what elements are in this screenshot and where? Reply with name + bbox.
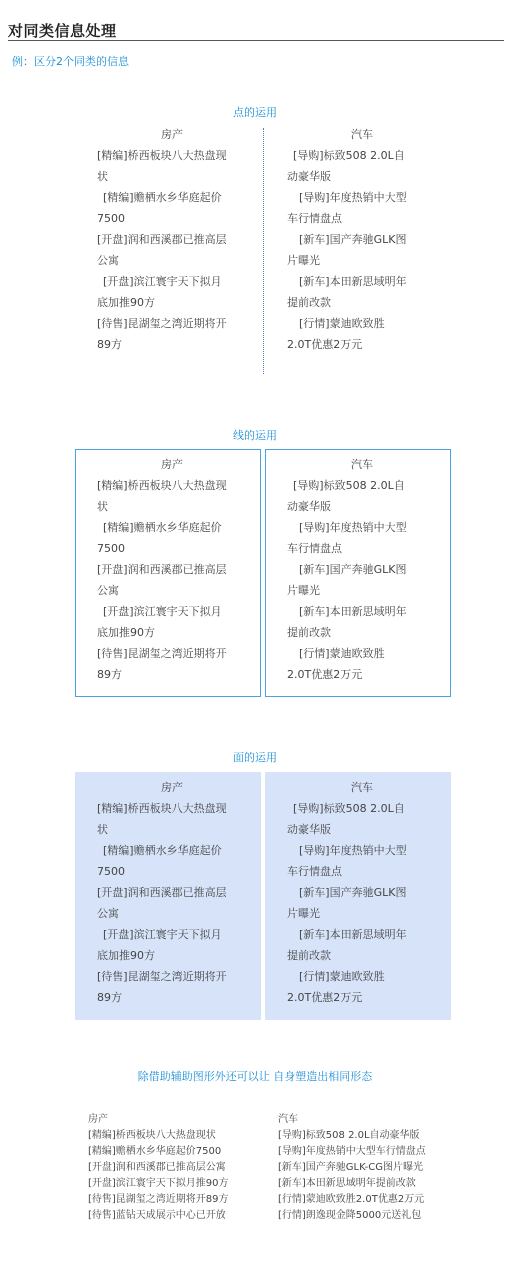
title-divider (8, 40, 504, 41)
list-item[interactable]: [导购]标致508 2.0L自动豪华版 (278, 1130, 420, 1141)
list-item-continuation[interactable]: 动豪华版 (287, 500, 331, 513)
list-item[interactable]: [精编]赡栖水乡华庭起价 (103, 521, 222, 534)
list-item[interactable]: [开盘]润和西溪郡已推高层 (97, 233, 227, 246)
list-item-continuation[interactable]: 片曝光 (287, 907, 320, 920)
list-item[interactable]: [待售]蓝钻天成展示中心已开放 (88, 1210, 226, 1221)
house-heading: 房产 (161, 128, 183, 141)
list-item-continuation[interactable]: 底加推90方 (97, 949, 155, 962)
list-item[interactable]: [新车]本田新思域明年 (299, 605, 407, 618)
list-item-continuation[interactable]: 89方 (97, 338, 122, 351)
list-item[interactable]: [开盘]滨江寰宇天下拟月推90方 (88, 1178, 229, 1189)
list-item-continuation[interactable]: 7500 (97, 865, 125, 878)
list-item[interactable]: [新车]本田新思域明年 (299, 928, 407, 941)
list-item[interactable]: [精编]桥西板块八大热盘现 (97, 149, 227, 162)
list-item-continuation[interactable]: 提前改款 (287, 626, 331, 639)
list-item[interactable]: [导购]年度热销中大型 (299, 521, 407, 534)
list-item[interactable]: [开盘]滨江寰宇天下拟月 (103, 275, 222, 288)
list-item[interactable]: [开盘]滨江寰宇天下拟月 (103, 605, 222, 618)
car-heading: 汽车 (351, 128, 373, 141)
final-car-heading: 汽车 (278, 1114, 298, 1125)
list-item[interactable]: [导购]年度热销中大型车行情盘点 (278, 1146, 426, 1157)
list-item[interactable]: [精编]桥西板块八大热盘现 (97, 802, 227, 815)
list-item[interactable]: [导购]标致508 2.0L自 (293, 802, 405, 815)
house-column-1 (97, 124, 247, 355)
house-heading: 房产 (161, 781, 183, 794)
list-item-continuation[interactable]: 7500 (97, 542, 125, 555)
list-item[interactable]: [行情]蒙迪欧致胜 (299, 647, 385, 660)
final-section-title: 除借助辅助图形外还可以让 自身塑造出相同形态 (137, 1070, 373, 1083)
list-item[interactable]: [新车]本田新思域明年提前改款 (278, 1178, 416, 1189)
list-item-continuation[interactable]: 底加推90方 (97, 626, 155, 639)
list-item-continuation[interactable]: 公寓 (97, 584, 119, 597)
car-heading: 汽车 (351, 458, 373, 471)
list-item[interactable]: [行情]蒙迪欧致胜2.0T优惠2万元 (278, 1194, 425, 1205)
list-item-continuation[interactable]: 2.0T优惠2万元 (287, 991, 363, 1004)
list-item-continuation[interactable]: 动豪华版 (287, 170, 331, 183)
list-item[interactable]: [新车]国产奔驰GLK图 (299, 563, 407, 576)
car-column-2 (287, 454, 437, 685)
list-item[interactable]: [导购]标致508 2.0L自 (293, 479, 405, 492)
list-item[interactable]: [导购]年度热销中大型 (299, 191, 407, 204)
house-column-3 (97, 777, 247, 1008)
final-house-list (88, 1112, 258, 1224)
list-item[interactable]: [新车]本田新思域明年 (299, 275, 407, 288)
section-title-face: 面的运用 (233, 751, 277, 764)
list-item[interactable]: [行情]蒙迪欧致胜 (299, 970, 385, 983)
list-item[interactable]: [导购]标致508 2.0L自 (293, 149, 405, 162)
list-item[interactable]: [待售]昆湖玺之湾近期将开 (97, 970, 227, 983)
list-item[interactable]: [导购]年度热销中大型 (299, 844, 407, 857)
car-column-3 (287, 777, 437, 1008)
list-item[interactable]: [新车]国产奔驰GLK图 (299, 886, 407, 899)
list-item[interactable]: [精编]赡栖水乡华庭起价 (103, 844, 222, 857)
list-item[interactable]: [精编]赡栖水乡华庭起价7500 (88, 1146, 222, 1157)
list-item[interactable]: [开盘]滨江寰宇天下拟月 (103, 928, 222, 941)
list-item-continuation[interactable]: 状 (97, 500, 108, 513)
list-item-continuation[interactable]: 底加推90方 (97, 296, 155, 309)
list-item-continuation[interactable]: 片曝光 (287, 254, 320, 267)
page-title: 对同类信息处理 (8, 22, 117, 40)
list-item[interactable]: [开盘]润和西溪郡已推高层 (97, 563, 227, 576)
section-title-line: 线的运用 (233, 429, 277, 442)
list-item-continuation[interactable]: 车行情盘点 (287, 542, 342, 555)
list-item-continuation[interactable]: 2.0T优惠2万元 (287, 668, 363, 681)
list-item[interactable]: [行情]蒙迪欧致胜 (299, 317, 385, 330)
list-item-continuation[interactable]: 车行情盘点 (287, 212, 342, 225)
list-item[interactable]: [开盘]润和西溪郡已推高层公寓 (88, 1162, 226, 1173)
list-item-continuation[interactable]: 状 (97, 823, 108, 836)
list-item[interactable]: [行情]朗逸现金降5000元送礼包 (278, 1210, 422, 1221)
house-heading: 房产 (161, 458, 183, 471)
list-item-continuation[interactable]: 7500 (97, 212, 125, 225)
list-item-continuation[interactable]: 2.0T优惠2万元 (287, 338, 363, 351)
list-item[interactable]: [新车]国产奔驰GLK-CG图片曝光 (278, 1162, 423, 1173)
car-column-1 (287, 124, 437, 355)
list-item[interactable]: [待售]昆湖玺之湾近期将开89方 (88, 1194, 229, 1205)
dotted-divider (263, 128, 264, 374)
final-car-list (278, 1112, 458, 1224)
list-item[interactable]: [待售]昆湖玺之湾近期将开 (97, 647, 227, 660)
list-item[interactable]: [精编]赡栖水乡华庭起价 (103, 191, 222, 204)
final-house-heading: 房产 (88, 1114, 108, 1125)
list-item-continuation[interactable]: 89方 (97, 668, 122, 681)
list-item[interactable]: [待售]昆湖玺之湾近期将开 (97, 317, 227, 330)
list-item-continuation[interactable]: 公寓 (97, 907, 119, 920)
list-item[interactable]: [精编]桥西板块八大热盘现状 (88, 1130, 216, 1141)
list-item-continuation[interactable]: 动豪华版 (287, 823, 331, 836)
list-item[interactable]: [新车]国产奔驰GLK图 (299, 233, 407, 246)
list-item-continuation[interactable]: 片曝光 (287, 584, 320, 597)
list-item-continuation[interactable]: 提前改款 (287, 296, 331, 309)
car-heading: 汽车 (351, 781, 373, 794)
list-item-continuation[interactable]: 89方 (97, 991, 122, 1004)
section-title-dot: 点的运用 (233, 106, 277, 119)
list-item-continuation[interactable]: 提前改款 (287, 949, 331, 962)
list-item[interactable]: [精编]桥西板块八大热盘现 (97, 479, 227, 492)
list-item-continuation[interactable]: 状 (97, 170, 108, 183)
example-caption: 例：区分2个同类的信息 (12, 55, 129, 68)
list-item[interactable]: [开盘]润和西溪郡已推高层 (97, 886, 227, 899)
list-item-continuation[interactable]: 公寓 (97, 254, 119, 267)
list-item-continuation[interactable]: 车行情盘点 (287, 865, 342, 878)
house-column-2 (97, 454, 247, 685)
